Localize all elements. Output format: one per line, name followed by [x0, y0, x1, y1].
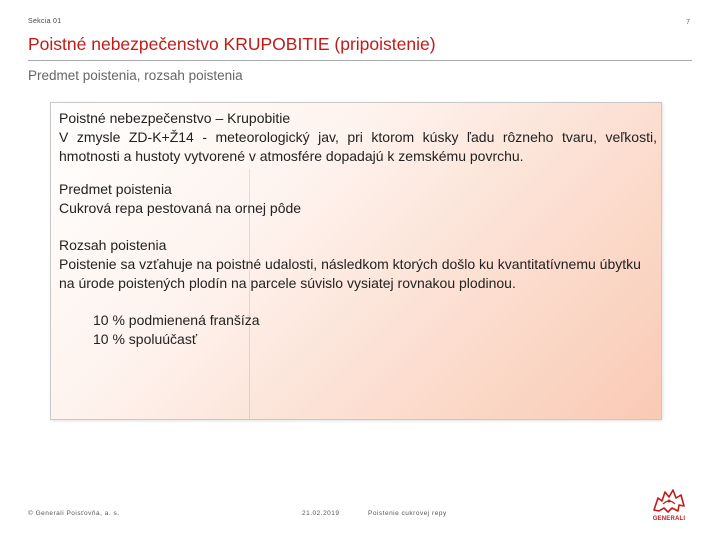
- slide-subtitle: Predmet poistenia, rozsah poistenia: [28, 68, 243, 83]
- spacer: [59, 218, 657, 236]
- block-text-subject: Cukrová repa pestovaná na ornej pôde: [59, 200, 302, 216]
- section-label: Sekcia 01: [28, 18, 62, 25]
- title-rule: [28, 60, 692, 61]
- block-text-scope: Poistenie sa vzťahuje na poistné udalosti, následkom ktorých došlo ku kvantitatívnemu úbytku na úrode poistených plodín na parcele súvislo vysiatej rovnakou plodinou.: [59, 256, 641, 291]
- lion-logo-icon: [648, 486, 690, 514]
- footer-copyright: © Generali Poisťovňa, a. s.: [28, 510, 120, 517]
- spacer: [59, 293, 657, 311]
- spacer: [59, 166, 657, 180]
- content-text: [59, 109, 657, 349]
- block-text-peril: V zmysle ZD-K+Ž14 - meteorologický jav, pri ktorom kúsky ľadu rôzneho tvaru, veľkosti, hmotnosti a hustoty vytvorené v atmosfére dopadajú k zemskému povrchu.: [59, 129, 657, 164]
- footer-date: 21.02.2019: [302, 510, 340, 517]
- generali-logo: [648, 486, 690, 522]
- page-number: 7: [686, 19, 690, 26]
- block-heading-subject: Predmet poistenia: [59, 181, 172, 197]
- franchise-text: 10 % podmienená franšíza: [93, 312, 260, 328]
- slide-title: Poistné nebezpečenstvo KRUPOBITIE (pripoistenie): [28, 34, 436, 54]
- content-box: [50, 102, 662, 420]
- coinsurance-text: 10 % spoluúčasť: [93, 331, 198, 347]
- footer-presentation-title: Poistenie cukrovej repy: [368, 510, 447, 517]
- logo-text: GENERALI: [652, 516, 686, 522]
- block-heading-peril: Poistné nebezpečenstvo – Krupobitie: [59, 110, 291, 126]
- block-heading-scope: Rozsah poistenia: [59, 237, 167, 253]
